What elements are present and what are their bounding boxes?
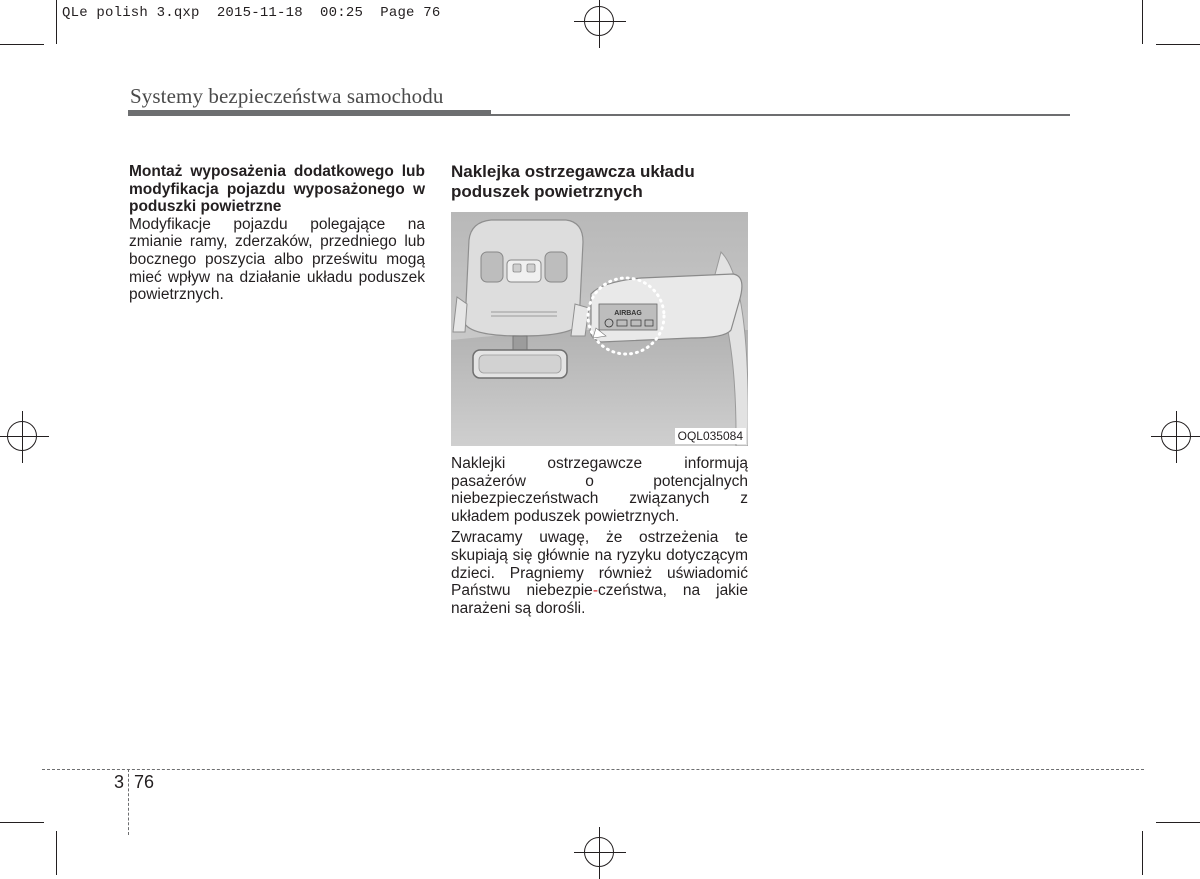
header-rule-thick xyxy=(128,110,491,116)
warning-paragraph-2-main: Zwracamy uwagę, że ostrzeżenia te skupiają się głównie na ryzyku dotyczącym dzieci. Pragniemy również uświadomić Państwu niebezpie xyxy=(451,529,748,600)
airbag-label-illustration xyxy=(451,212,748,446)
crop-mark xyxy=(1156,44,1200,45)
crop-mark xyxy=(1142,831,1143,875)
registration-mark-left xyxy=(0,411,49,463)
page-number: 76 xyxy=(134,772,155,792)
registration-mark-right xyxy=(1151,411,1200,463)
footer-vertical-divider xyxy=(128,769,129,835)
warning-paragraph-2-tail: czeństwa, na jakie narażeni są dorośli. xyxy=(451,582,748,617)
crop-mark xyxy=(56,0,57,44)
airbag-label-text: AIRBAG xyxy=(614,310,642,317)
hyphen-mark: - xyxy=(592,582,598,600)
figure-code: OQL035084 xyxy=(675,428,746,444)
footer-divider xyxy=(42,769,1144,770)
crop-mark xyxy=(0,822,44,823)
warning-paragraph-1: Naklejki ostrzegawcze informują pasażerów o potencjalnych niebezpieczeństwach związanych z układem poduszek powietrznych. xyxy=(451,455,748,525)
section-title: Systemy bezpieczeństwa samochodu xyxy=(130,84,444,108)
registration-mark-top xyxy=(574,0,626,48)
modification-heading: Montaż wyposażenia dodatkowego lub modyfikacja pojazdu wyposażonego w poduszki powietrzne xyxy=(129,163,425,216)
modification-body: Modyfikacje pojazdu polegające na zmianie ramy, zderzaków, przedniego lub bocznego poszycia albo prześwitu mogą mieć wpływ na działanie układu poduszek powietrznych. xyxy=(129,215,425,304)
header-rule-thin xyxy=(491,114,1070,116)
crop-mark xyxy=(56,831,57,875)
warning-label-heading: Naklejka ostrzegawcza układu poduszek powietrznych xyxy=(451,162,695,201)
left-column xyxy=(129,163,425,304)
print-slug: QLe polish 3.qxp 2015-11-18 00:25 Page 76 xyxy=(62,5,441,21)
registration-mark-bottom xyxy=(574,827,626,879)
warning-paragraph-2 xyxy=(451,529,748,617)
crop-mark xyxy=(1142,0,1143,44)
crop-mark xyxy=(1156,822,1200,823)
car-interior-drawing xyxy=(451,212,748,446)
right-column xyxy=(451,455,748,617)
chapter-number: 3 xyxy=(114,772,125,792)
crop-mark xyxy=(0,44,44,45)
